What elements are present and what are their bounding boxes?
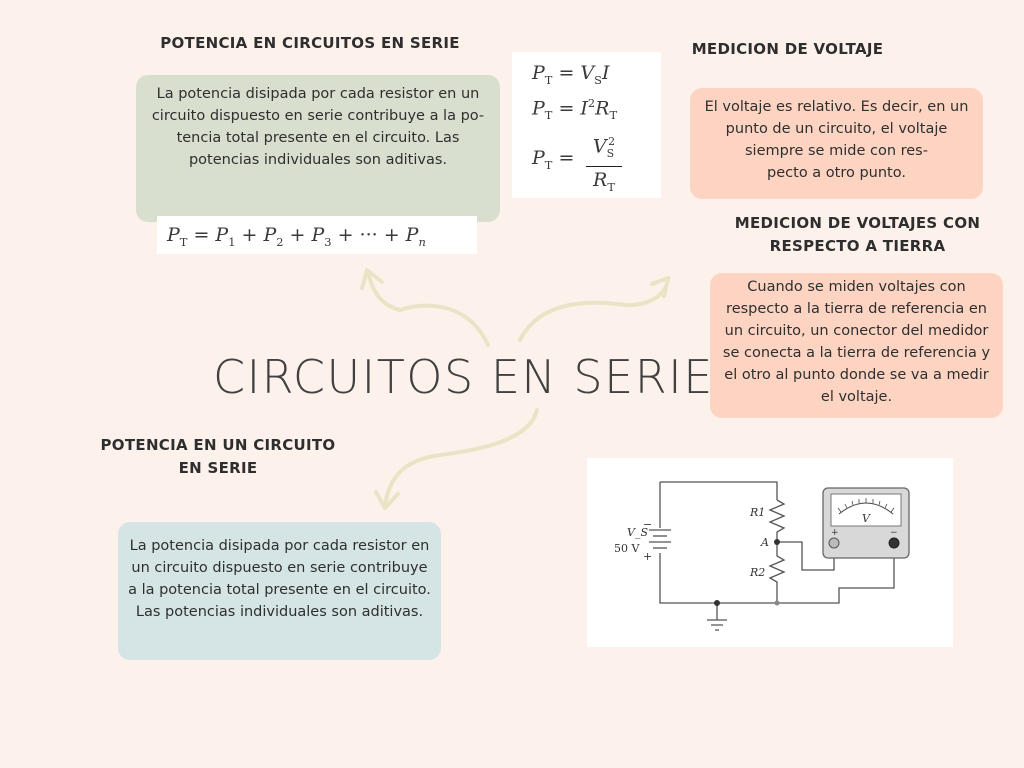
label-r2: R2 bbox=[750, 566, 766, 579]
arrow-to-medicion bbox=[520, 280, 668, 340]
r2-bottom-dot bbox=[775, 601, 780, 606]
heading-potencia-serie: POTENCIA EN CIRCUITOS EN SERIE bbox=[160, 34, 460, 52]
voltmeter-terminal-neg bbox=[889, 538, 899, 548]
text-potencia-circuito: La potencia disipada por cada resistor en un circuito dispuesto en serie contribuye a la potencia total presente en el circuito. Las potencias individuales son aditivas. bbox=[128, 538, 431, 620]
formula-fraction: $V_S^2$ $R_T$ bbox=[586, 130, 622, 200]
card-potencia-circuito bbox=[118, 522, 441, 660]
label-vs: V_S bbox=[627, 526, 648, 539]
voltmeter-terminal-pos bbox=[829, 538, 839, 548]
heading-medicion-tierra: MEDICION DE VOLTAJES CON RESPECTO A TIERRA bbox=[734, 214, 981, 255]
formula-box-power bbox=[512, 52, 661, 198]
formula-sum-expression: $P_T = P_1 + P_2 + P_3$ + ··· + $P_n$ bbox=[167, 224, 426, 249]
formula-total-power-sum bbox=[157, 216, 477, 254]
heading-medicion-voltaje: MEDICION DE VOLTAJE bbox=[691, 40, 884, 58]
label-r1: R1 bbox=[750, 506, 766, 519]
page-title: CIRCUITOS EN SERIE bbox=[213, 350, 714, 404]
label-battery-minus: − bbox=[643, 518, 653, 531]
text-medicion-voltaje: El voltaje es relativo. Es decir, en un punto de un circuito, el voltaje siempre se mide con res- pecto a otro punto. bbox=[704, 99, 969, 181]
text-medicion-tierra: Cuando se miden voltajes con respecto a la tierra de referencia en un circuito, un conector del medidor se conecta a la tierra de referencia y el otro al punto donde se va a medir el voltaje. bbox=[722, 279, 991, 405]
card-potencia-serie bbox=[136, 75, 500, 222]
card-medicion-voltaje bbox=[690, 88, 983, 199]
resistor-r1 bbox=[770, 500, 784, 542]
ground-node-dot bbox=[714, 600, 720, 606]
formula-power-v2r: $P_T$ = bbox=[532, 147, 575, 172]
heading-potencia-circuito: POTENCIA EN UN CIRCUITO EN SERIE bbox=[100, 436, 336, 477]
formula-power-i2r: $P_T = I^2R_T$ bbox=[532, 96, 618, 123]
arrow-to-potencia-circuito bbox=[385, 410, 537, 505]
wire-left bbox=[660, 482, 777, 603]
label-battery-plus: + bbox=[643, 550, 653, 563]
resistor-r2 bbox=[770, 542, 784, 586]
label-meter-plus: + bbox=[831, 528, 839, 538]
text-potencia-serie: La potencia disipada por cada resistor en un circuito dispuesto en serie contribuye a la po- tencia total presente en el circuito. Las potencias individuales son aditivas. bbox=[151, 86, 485, 168]
formula-power-vs-i: $P_T = V_SI$ bbox=[532, 62, 610, 87]
node-a-dot bbox=[774, 539, 780, 545]
wire-top bbox=[660, 482, 777, 500]
label-meter-v: V bbox=[862, 512, 870, 525]
label-50v: 50 V bbox=[614, 542, 640, 555]
label-meter-minus: − bbox=[890, 528, 898, 538]
circuit-diagram bbox=[587, 458, 953, 647]
ground-symbol bbox=[707, 603, 727, 630]
label-a: A bbox=[761, 536, 769, 549]
card-medicion-tierra bbox=[710, 273, 1003, 418]
circuit-svg bbox=[587, 458, 953, 647]
arrow-to-potencia-serie bbox=[368, 272, 488, 345]
